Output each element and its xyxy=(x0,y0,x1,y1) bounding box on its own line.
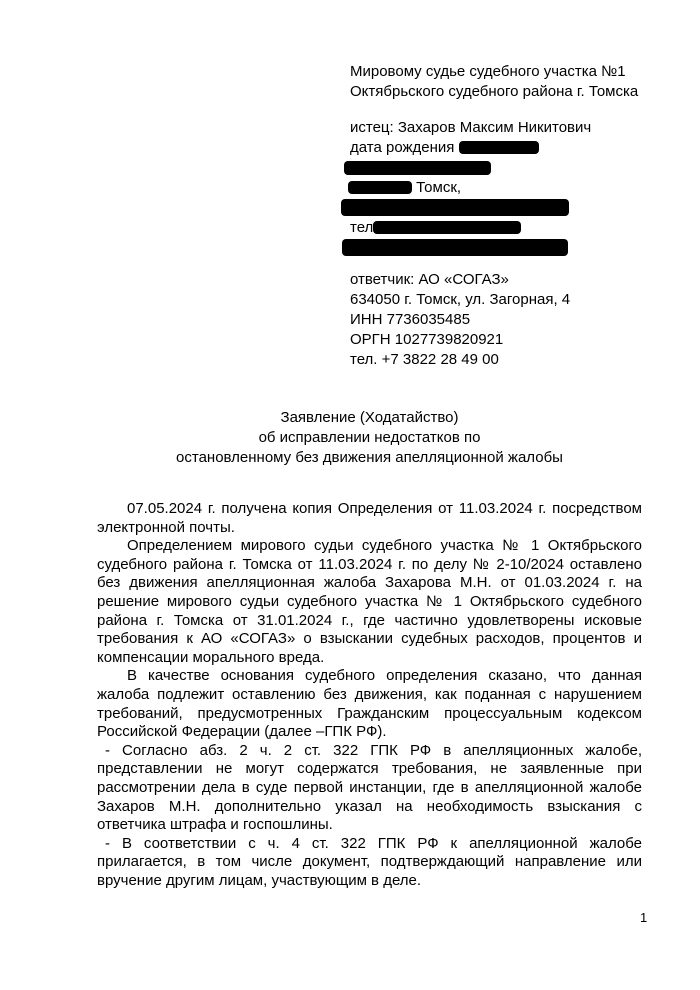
court-line-2: Октябрьского судебного района г. Томска xyxy=(350,83,639,100)
defendant-address: 634050 г. Томск, ул. Загорная, 4 xyxy=(350,291,571,308)
plaintiff-birthdate-line xyxy=(350,138,660,158)
plaintiff-redacted-line-2 xyxy=(350,198,660,218)
redaction-bar-phone xyxy=(373,221,521,234)
page-number: 1 xyxy=(640,910,648,925)
paragraph-point-2: - В соответствии с ч. 4 ст. 322 ГПК РФ к апелляционной жалобе прилагается, в том числе документ, подтверждающий направление или вручение другим лицам, участвующим в деле. xyxy=(97,834,642,889)
defendant-ogrn: ОРГН 1027739820921 xyxy=(350,331,504,348)
title-line-1: Заявление (Ходатайство) xyxy=(280,409,459,426)
header-block xyxy=(350,62,660,370)
plaintiff-city-line xyxy=(350,178,660,198)
plaintiff-redacted-line-3 xyxy=(350,238,660,258)
plaintiff-name: истец: Захаров Максим Никитович xyxy=(350,119,592,136)
document-body xyxy=(97,500,642,890)
court-line-1: Мировому судье судебного участка №1 xyxy=(350,63,626,80)
document-title xyxy=(97,408,642,468)
redaction-bar-birthdate xyxy=(459,141,539,154)
title-line-2: об исправлении недостатков по xyxy=(258,429,481,446)
defendant-inn: ИНН 7736035485 xyxy=(350,311,471,328)
phone-label: тел xyxy=(350,219,374,236)
paragraph-point-1: - Согласно абз. 2 ч. 2 ст. 322 ГПК РФ в апелляционных жалобе, представлении не могут содержатся требования, не заявленные при рассмотрении дела в суде первой инстанции, где в апелляционной жалобе Захаров М.Н. дополнительно указал на необходимость взыскания с ответчика штрафа и госпошлины. xyxy=(97,741,642,834)
plaintiff-phone-line xyxy=(350,218,660,238)
paragraph-grounds: В качестве основания судебного определения сказано, что данная жалоба подлежит оставлению без движения, как поданная с нарушением требований, предусмотренных Гражданским процессуальным кодексом Российской Федерации (далее –ГПК РФ). xyxy=(97,667,642,741)
redaction-bar-address-2 xyxy=(348,181,412,194)
birthdate-label: дата рождения xyxy=(350,139,459,156)
paragraph-received-copy: 07.05.2024 г. получена копия Определения от 11.03.2024 г. посредством электронной почты. xyxy=(97,500,642,536)
redaction-bar-email xyxy=(342,239,568,256)
paragraph-determination: Определением мирового судьи судебного участка № 1 Октябрьского судебного района г. Томска от 11.03.2024 г. по делу № 2-10/2024 оставлено без движения апелляционная жалоба Захарова М.Н. от 01.03.2024 г. на решение мирового судьи судебного участка № 1 Октябрьского судебного района г. Томска от 31.01.2024 г., где частично удовлетворены исковые требования к АО «СОГАЗ» о взыскании судебных расходов, процентов и компенсации морального вреда. xyxy=(97,537,642,666)
defendant-name: ответчик: АО «СОГАЗ» xyxy=(350,271,509,288)
defendant-phone: тел. +7 3822 28 49 00 xyxy=(350,351,499,368)
plaintiff-redacted-line-1 xyxy=(350,158,660,178)
city-label: Томск, xyxy=(412,179,462,196)
redaction-bar-address-3 xyxy=(341,199,569,216)
redaction-bar-address-1 xyxy=(344,161,491,175)
title-line-3: остановленному без движения апелляционной жалобы xyxy=(176,449,563,466)
